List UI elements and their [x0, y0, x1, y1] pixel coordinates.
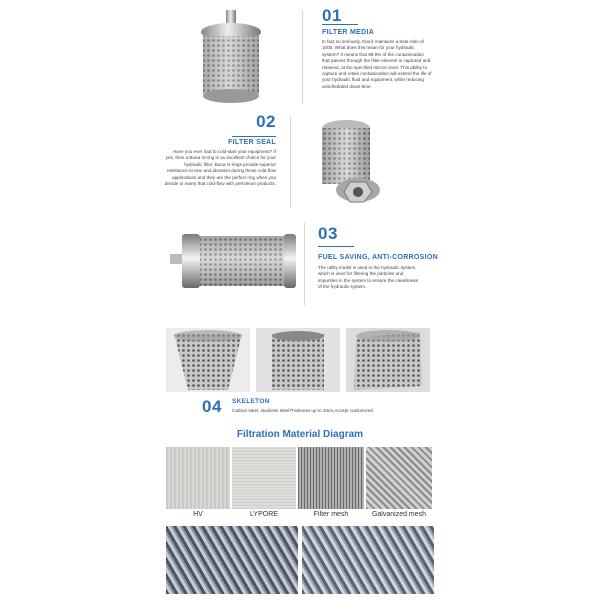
- mesh-closeup-photo-1: [166, 526, 298, 594]
- filter-element-photo-3: [168, 222, 302, 300]
- caption-lypore: LYPORE: [250, 511, 278, 518]
- divider-line-3: [318, 246, 354, 247]
- divider-line-2: [232, 136, 276, 137]
- section-heading-fuel-saving: FUEL SAVING, ANTI-CORROSION: [318, 254, 438, 261]
- caption-galvanized-mesh: Galvanized mesh: [371, 511, 427, 518]
- skeleton-photo-3: [346, 328, 430, 392]
- section-heading-filter-media: FILTER MEDIA: [322, 29, 375, 36]
- diagram-title: Filtration Material Diagram: [236, 429, 364, 440]
- skeleton-photo-2: [256, 328, 340, 392]
- section-text-filter-media: In fact so seriously, that it maintains a beta ratio of 1000. What does this mean for your hydraulic system? It means that 99.9% of the contamination that passes through the filter element is captured and retained, at the specified micron level. This ability to capture and retain contamination will extend the life of your hydraulic fluid and equipment, while reducing unscheduled down-time.: [322, 39, 432, 89]
- section-number-04: 04: [202, 397, 222, 416]
- section-text-filter-seal: Have you ever had to cold-start your equipment? If yes, then a Buna O-ring is an excellent choice for your hydraulic filter. Buna O-rings provide superior resistance to tear and abrasion during those cold-flow applications and they are the perfect ring when you decide to marry that cold-flow with petroleum products.: [164, 149, 276, 187]
- mesh-closeup-photo-2: [302, 526, 434, 594]
- filter-element-photo-1: [196, 8, 266, 106]
- section-heading-skeleton: SKELETON: [232, 398, 270, 405]
- section-number-01: 01: [322, 6, 342, 25]
- skeleton-photo-1: [166, 328, 250, 392]
- divider-vertical-2: [290, 116, 291, 208]
- caption-hv: HV: [193, 511, 203, 518]
- caption-filter-mesh: Filter mesh: [313, 511, 349, 518]
- section-number-03: 03: [318, 224, 338, 243]
- material-photo-lypore: [232, 447, 296, 509]
- filter-element-photo-2: [312, 116, 392, 206]
- section-number-02: 02: [256, 112, 276, 131]
- divider-vertical-1: [302, 10, 303, 104]
- section-text-fuel-saving: The utility model is used in the hydraulic system, which is used for filtering the particles and impurities in the system to ensure the cleanliness of the hydraulic system.: [318, 265, 419, 290]
- section-text-skeleton: Carbon steel, stainless steelThickness up to 3mm,Accept customized: [232, 408, 373, 413]
- material-photo-galvanized-mesh: [366, 447, 432, 509]
- material-photo-hv: [166, 447, 230, 509]
- material-photo-filter-mesh: [298, 447, 364, 509]
- divider-vertical-3: [304, 222, 305, 306]
- section-heading-filter-seal: FILTER SEAL: [228, 139, 276, 146]
